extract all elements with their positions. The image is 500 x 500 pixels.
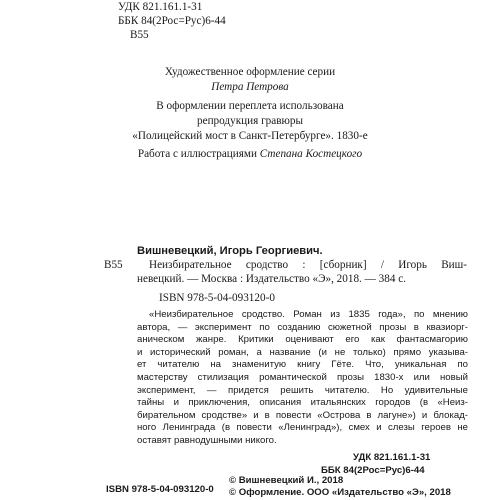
- annotation-line-3: аническом жанре. Критики оценивают его как фантасмагорию: [137, 334, 468, 346]
- design-label: Художественное оформление серии: [164, 66, 336, 78]
- illustrations-label: Работа с иллюстрациями: [137, 148, 257, 160]
- footer-copyright-1: © Вишневецкий И., 2018: [229, 475, 344, 486]
- annotation-line-4: и исторический роман, а название (и не только) прямо указыва-: [137, 346, 468, 358]
- top-udk: УДК 821.161.1-31: [118, 1, 203, 13]
- footer-isbn: ISBN 978-5-04-093120-0: [106, 484, 214, 495]
- binding-line-3: «Полицейский мост в Санкт-Петербурге». 1830-е: [132, 130, 368, 142]
- design-author: Петра Петрова: [211, 81, 289, 93]
- top-bbk: ББК 84(2Рос=Рус)6-44: [118, 15, 226, 27]
- annotation-line-1: «Неизбирательное сродство. Роман из 1835 года», по мнению: [149, 309, 468, 320]
- catalog-description-line-2: невецкий. — Москва : Издательство «Э», 2018. — 384 с.: [137, 273, 406, 285]
- annotation-line-9: бирательном сродстве» и в повести «Острова в лагуне») и блокад-: [137, 409, 468, 421]
- top-author-mark: В55: [130, 29, 149, 41]
- illustrations-credit: [0, 147, 500, 161]
- annotation-line-10: ного Ленинграда (в повести «Ленинград»), смех и слезы героев не: [137, 422, 468, 434]
- footer-copyright-2: © Оформление. ООО «Издательство «Э», 2018: [229, 487, 451, 498]
- annotation: [137, 309, 468, 448]
- catalog-description: [137, 258, 467, 286]
- catalog-author-mark: В55: [104, 259, 123, 271]
- bottom-bbk: ББК 84(2Рос=Рус)6-44: [321, 465, 425, 476]
- illustrations-author: Степана Костецкого: [259, 148, 363, 160]
- binding-line-1: В оформлении переплета использована: [156, 100, 344, 112]
- binding-line-2: репродукция гравюры: [197, 115, 303, 127]
- annotation-line-6: мастерству стилизация романтической прозы 1830-х или новый: [137, 371, 468, 383]
- bottom-udk: УДК 821.161.1-31: [353, 452, 431, 463]
- annotation-line-11: оставят равнодушными никого.: [137, 434, 277, 446]
- catalog-description-line-1: Неизбирательное сродство : [сборник] / Игорь Виш-: [149, 259, 467, 271]
- annotation-line-2: автора, — эксперимент по созданию сюжетной прозы в квазиорг-: [137, 321, 468, 333]
- annotation-line-5: ет читателю на знаменитую книгу Гёте. Что, уникальная по: [137, 359, 468, 371]
- annotation-line-7: эксперимент, — придется решить читателю. Но удивительные: [137, 384, 468, 396]
- catalog-author-heading: Вишневецкий, Игорь Георгиевич.: [137, 245, 323, 257]
- catalog-isbn: ISBN 978-5-04-093120-0: [159, 292, 275, 304]
- annotation-line-8: тайны и приключения, описания итальянских городов (в «Неиз-: [137, 397, 468, 409]
